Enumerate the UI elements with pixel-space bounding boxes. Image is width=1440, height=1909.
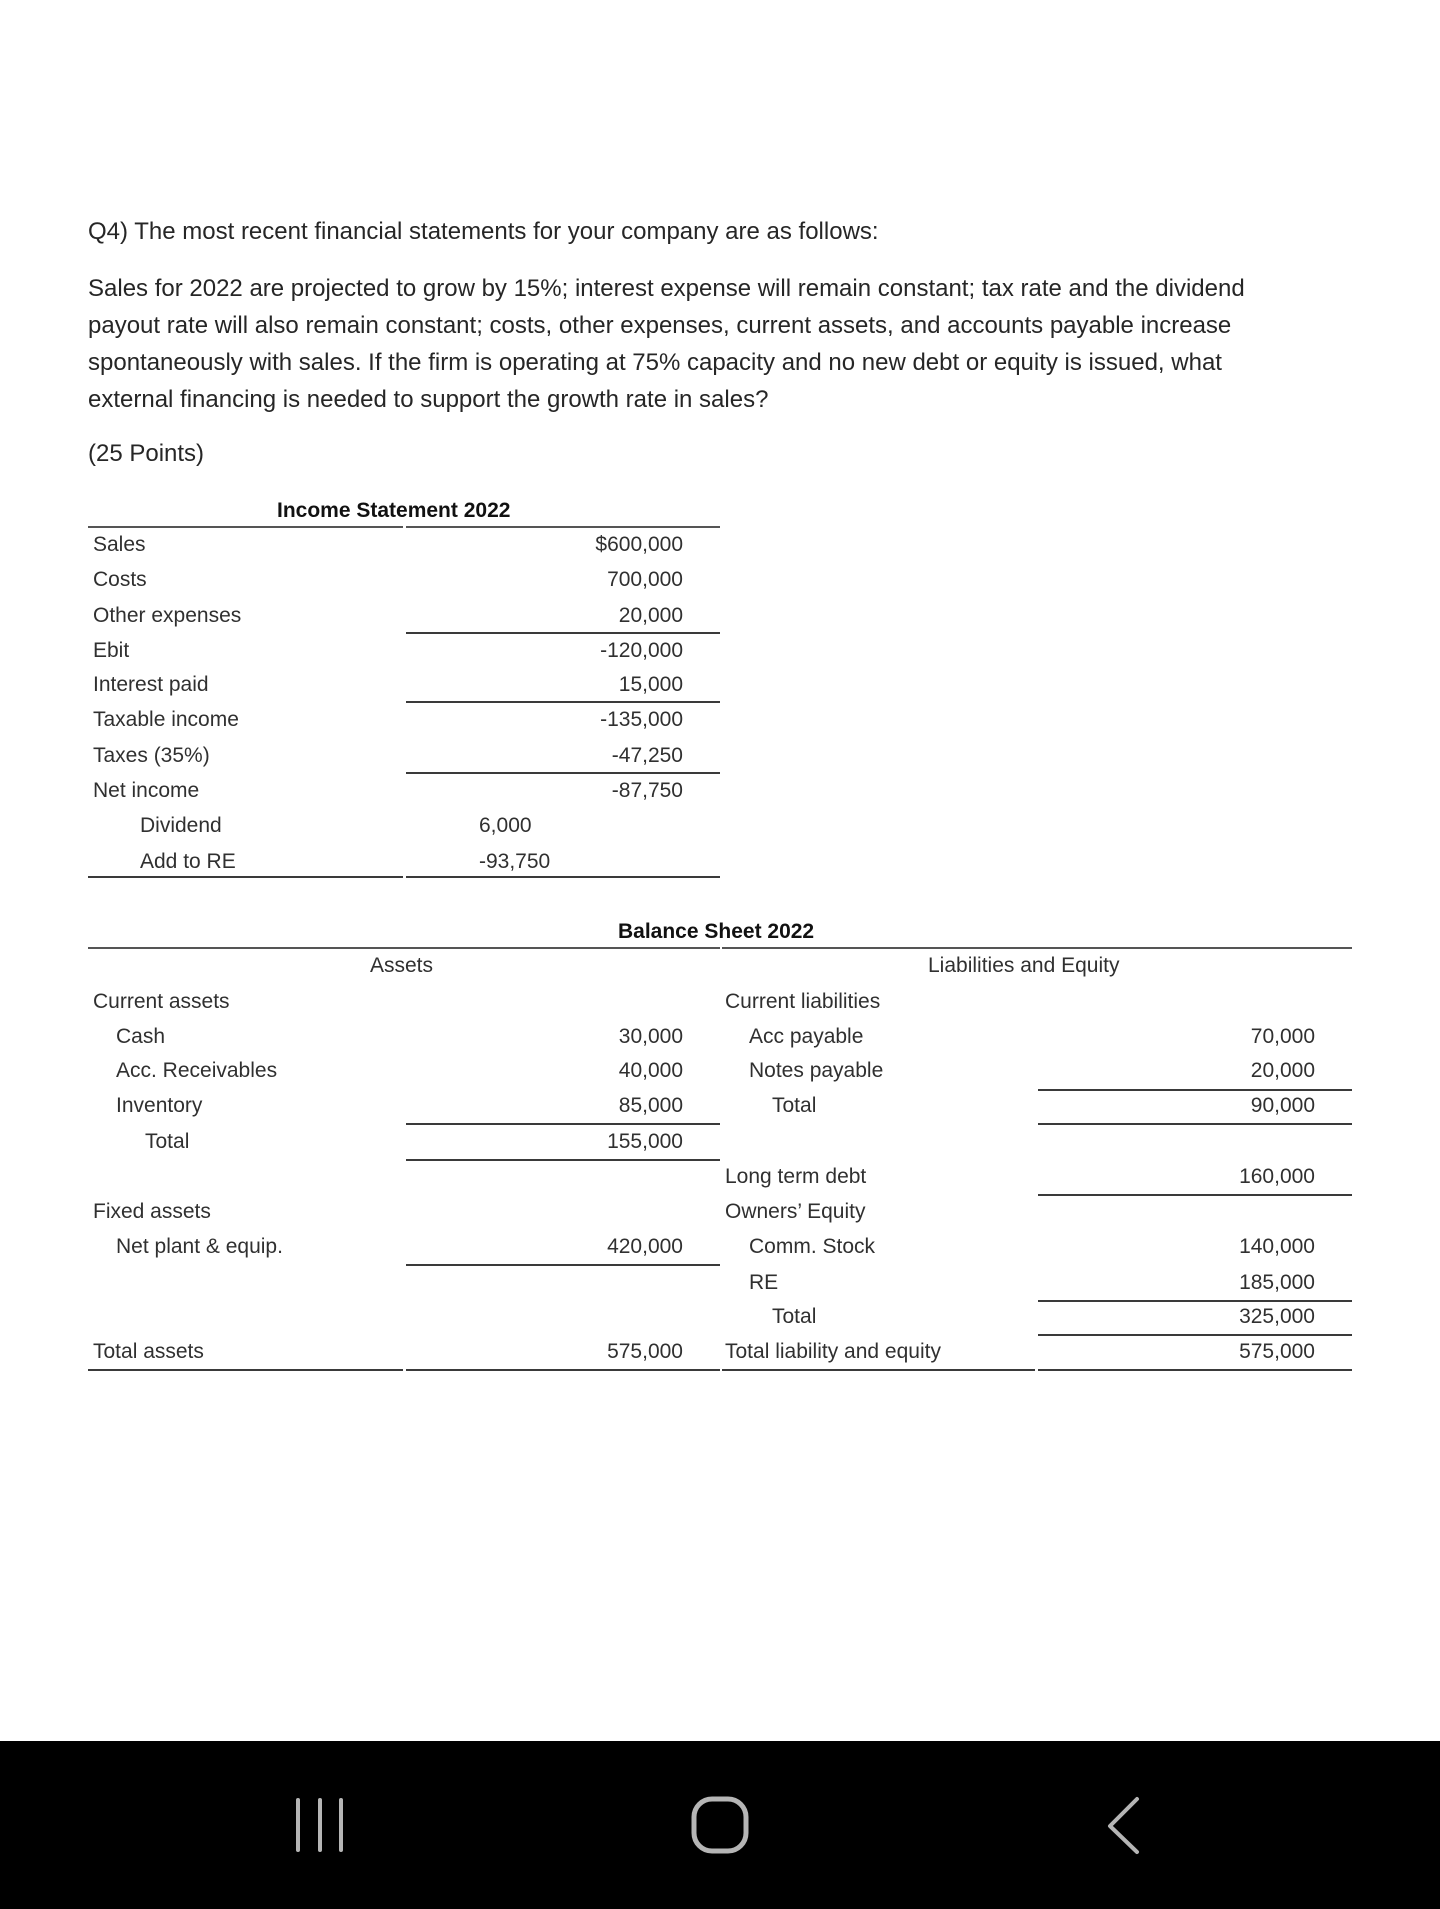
is-value-ebit: -120,000 bbox=[600, 639, 683, 662]
question-title: Q4) The most recent financial statements for your company are as follows: bbox=[88, 218, 879, 245]
is-label-net-income: Net income bbox=[93, 779, 200, 802]
is-value-other-expenses: 20,000 bbox=[618, 604, 683, 627]
divider bbox=[406, 1264, 720, 1266]
current-assets-label: Current assets bbox=[93, 990, 230, 1013]
bs-label-retained-earnings: RE bbox=[749, 1271, 779, 1294]
is-label-sales: Sales bbox=[93, 533, 146, 556]
is-label-costs: Costs bbox=[93, 568, 147, 591]
home-button[interactable] bbox=[680, 1786, 760, 1866]
is-value-add-to-re: -93,750 bbox=[479, 850, 551, 873]
is-label-add-to-re: Add to RE bbox=[140, 850, 236, 873]
divider bbox=[406, 1123, 720, 1125]
bs-label-receivables: Acc. Receivables bbox=[116, 1059, 278, 1082]
question-body-line: payout rate will also remain constant; costs, other expenses, current assets, and accounts payable increase bbox=[88, 312, 1232, 339]
assets-header: Assets bbox=[370, 954, 434, 977]
back-button[interactable] bbox=[1080, 1786, 1160, 1866]
is-label-taxable-income: Taxable income bbox=[93, 708, 239, 731]
bs-value-acc-payable: 70,000 bbox=[1250, 1025, 1315, 1048]
divider bbox=[1038, 1123, 1352, 1125]
bs-value-retained-earnings: 185,000 bbox=[1239, 1271, 1315, 1294]
is-value-interest: 15,000 bbox=[618, 673, 683, 696]
divider bbox=[1038, 1194, 1352, 1196]
divider bbox=[406, 632, 720, 634]
bs-label-inventory: Inventory bbox=[116, 1094, 203, 1117]
back-icon bbox=[1080, 1786, 1160, 1866]
is-value-taxes: -47,250 bbox=[611, 744, 683, 767]
bs-label-current-assets-total: Total bbox=[145, 1130, 190, 1153]
divider bbox=[722, 1369, 1035, 1371]
fixed-assets-label: Fixed assets bbox=[93, 1200, 211, 1223]
divider bbox=[1038, 1089, 1352, 1091]
divider bbox=[406, 701, 720, 703]
bs-label-total-assets: Total assets bbox=[93, 1340, 204, 1363]
bs-label-long-term-debt: Long term debt bbox=[725, 1165, 867, 1188]
bs-label-net-plant: Net plant & equip. bbox=[116, 1235, 283, 1258]
divider bbox=[88, 526, 403, 528]
question-body-line: external financing is needed to support the growth rate in sales? bbox=[88, 386, 769, 413]
question-body bbox=[88, 270, 1388, 418]
bs-value-long-term-debt: 160,000 bbox=[1239, 1165, 1315, 1188]
divider bbox=[722, 947, 1352, 949]
owners-equity-label: Owners’ Equity bbox=[725, 1200, 866, 1223]
is-value-costs: 700,000 bbox=[607, 568, 683, 591]
bs-label-common-stock: Comm. Stock bbox=[749, 1235, 876, 1258]
is-label-other-expenses: Other expenses bbox=[93, 604, 242, 627]
divider bbox=[406, 526, 720, 528]
recent-apps-button[interactable] bbox=[280, 1786, 360, 1866]
question-body-line: Sales for 2022 are projected to grow by 15%; interest expense will remain constant; tax rate and the dividend bbox=[88, 275, 1245, 302]
divider bbox=[406, 1369, 720, 1371]
divider bbox=[1038, 1369, 1352, 1371]
is-label-dividend: Dividend bbox=[140, 814, 222, 837]
liabilities-header: Liabilities and Equity bbox=[928, 954, 1120, 977]
divider bbox=[406, 876, 720, 878]
is-label-taxes: Taxes (35%) bbox=[93, 744, 210, 767]
bs-value-total-assets: 575,000 bbox=[607, 1340, 683, 1363]
income-statement-title: Income Statement 2022 bbox=[277, 499, 511, 522]
bs-value-current-assets-total: 155,000 bbox=[607, 1130, 683, 1153]
divider bbox=[88, 1369, 403, 1371]
bs-value-total-liab-equity: 575,000 bbox=[1239, 1340, 1315, 1363]
bs-value-notes-payable: 20,000 bbox=[1250, 1059, 1315, 1082]
question-body-line: spontaneously with sales. If the firm is operating at 75% capacity and no new debt or equity is issued, what bbox=[88, 349, 1222, 376]
divider bbox=[88, 876, 403, 878]
is-value-net-income: -87,750 bbox=[611, 779, 683, 802]
bs-value-equity-total: 325,000 bbox=[1239, 1305, 1315, 1328]
bs-value-net-plant: 420,000 bbox=[607, 1235, 683, 1258]
bs-label-equity-total: Total bbox=[772, 1305, 817, 1328]
bs-value-cash: 30,000 bbox=[618, 1025, 683, 1048]
question-points: (25 Points) bbox=[88, 440, 205, 467]
system-navigation-bar bbox=[0, 1741, 1440, 1909]
divider bbox=[406, 1159, 720, 1161]
bs-label-current-liabilities-total: Total bbox=[772, 1094, 817, 1117]
is-value-sales: $600,000 bbox=[595, 533, 683, 556]
is-label-ebit: Ebit bbox=[93, 639, 130, 662]
divider bbox=[88, 947, 720, 949]
is-label-interest: Interest paid bbox=[93, 673, 209, 696]
bs-value-receivables: 40,000 bbox=[618, 1059, 683, 1082]
home-icon bbox=[680, 1786, 760, 1866]
divider bbox=[1038, 1334, 1352, 1336]
bs-label-cash: Cash bbox=[116, 1025, 166, 1048]
divider bbox=[406, 772, 720, 774]
current-liabilities-label: Current liabilities bbox=[725, 990, 881, 1013]
bs-label-acc-payable: Acc payable bbox=[749, 1025, 864, 1048]
bs-value-current-liabilities-total: 90,000 bbox=[1250, 1094, 1315, 1117]
bs-value-inventory: 85,000 bbox=[618, 1094, 683, 1117]
balance-sheet-title: Balance Sheet 2022 bbox=[618, 920, 815, 943]
is-value-dividend: 6,000 bbox=[479, 814, 532, 837]
bs-label-total-liab-equity: Total liability and equity bbox=[725, 1340, 941, 1363]
recent-apps-icon bbox=[280, 1786, 360, 1866]
bs-value-common-stock: 140,000 bbox=[1239, 1235, 1315, 1258]
bs-label-notes-payable: Notes payable bbox=[749, 1059, 884, 1082]
divider bbox=[1038, 1300, 1352, 1302]
is-value-taxable-income: -135,000 bbox=[600, 708, 683, 731]
